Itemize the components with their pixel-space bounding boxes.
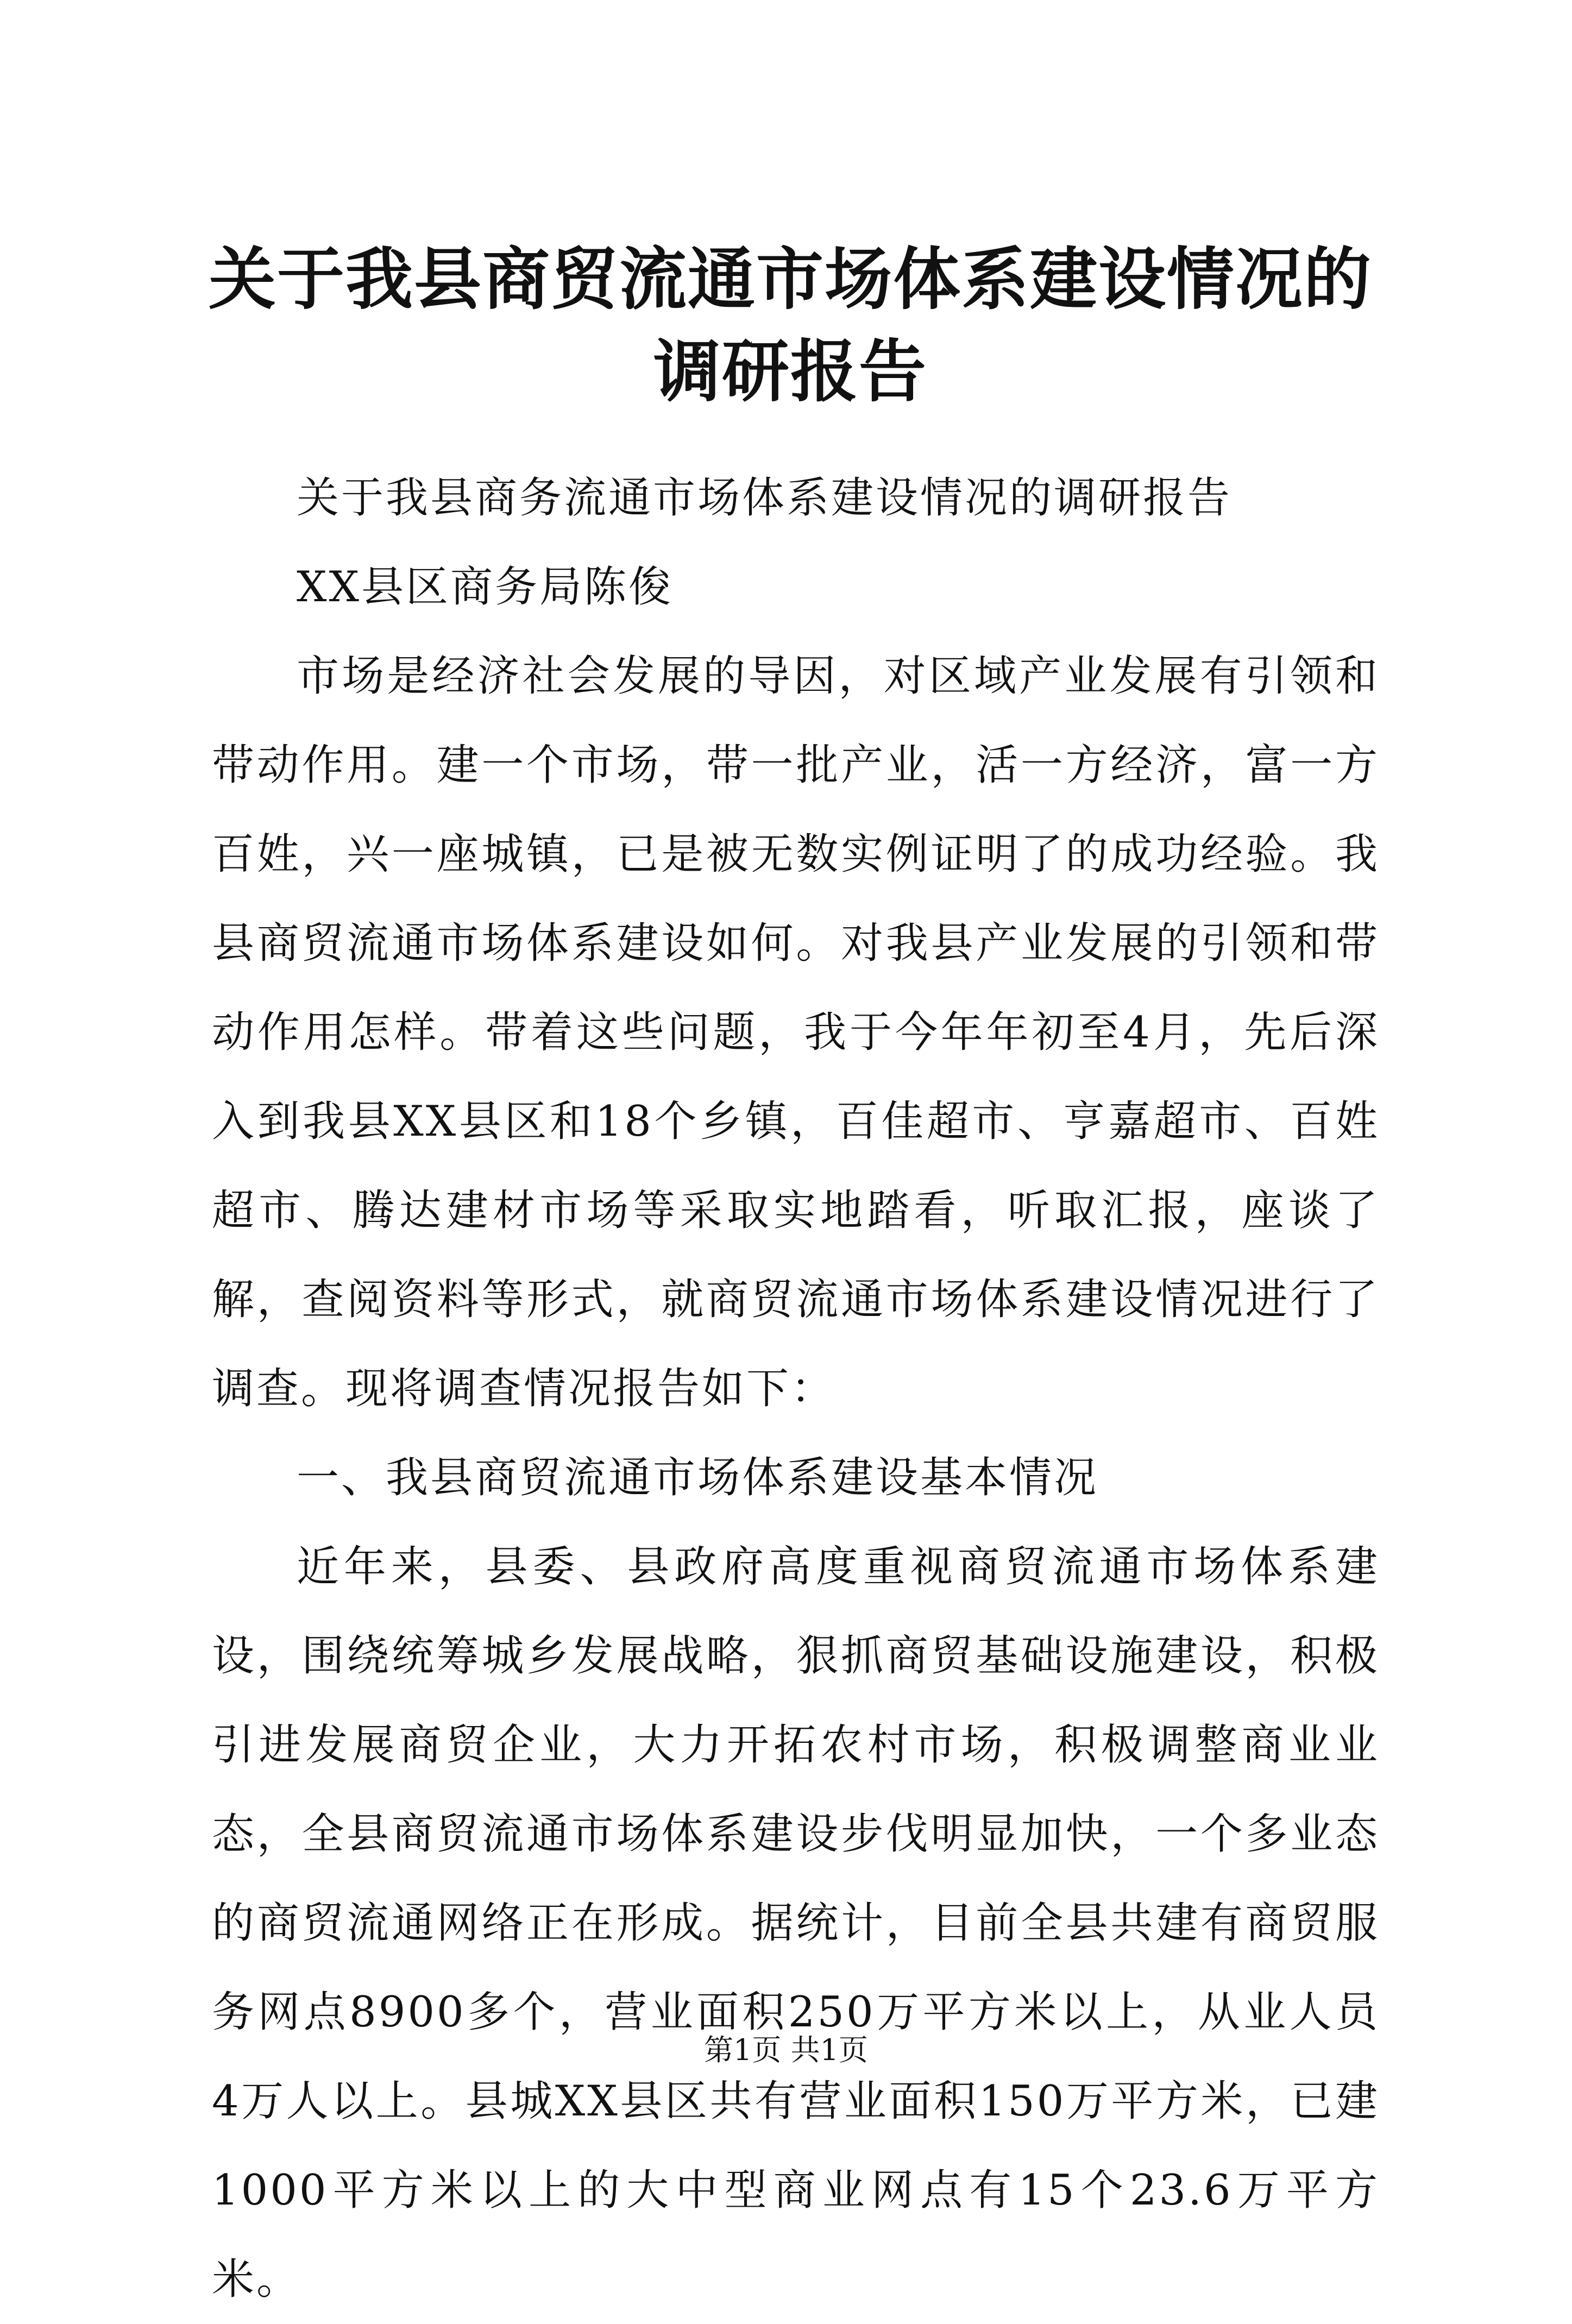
page-footer: 第1页 共1页	[704, 2033, 868, 2067]
body-paragraph: 近年来，县委、县政府高度重视商贸流通市场体系建设，围绕统筹城乡发展战略，狠抓商贸基础设施建设，积极引进发展商贸企业，大力开拓农村市场，积极调整商业业态，全县商贸流通市场体系建设步伐明显加快，一个多业态的商贸流通网络正在形成。据统计，目前全县共建有商贸服务网点8900多个，营业面积250万平方米以上，从业人员4万人以上。县城XX县区共有营业面积150万平方米，已建1000平方米以上的大中型商业网点有15个23.6万平方米。	[212, 1542, 1380, 2304]
document-title: 关于我县商贸流通市场体系建设情况的调研报告	[208, 240, 1372, 411]
section-heading: 一、我县商贸流通市场体系建设基本情况	[297, 1453, 1099, 1502]
intro-paragraph: 市场是经济社会发展的导因，对区域产业发展有引领和带动作用。建一个市场，带一批产业，活一方经济，富一方百姓，兴一座城镇，已是被无数实例证明了的成功经验。我县商贸流通市场体系建设如何。对我县产业发展的引领和带动作用怎样。带着这些问题，我于今年年初至4月，先后深入到我县XX县区和18个乡镇，百佳超市、亨嘉超市、百姓超市、腾达建材市场等采取实地踏看，听取汇报，座谈了解，查阅资料等形式，就商贸流通市场体系建设情况进行了调查。现将调查情况报告如下：	[212, 652, 1380, 1413]
author-paragraph: XX县区商务局陈俊	[297, 563, 674, 612]
subtitle-paragraph: 关于我县商务流通市场体系建设情况的调研报告	[297, 474, 1233, 522]
